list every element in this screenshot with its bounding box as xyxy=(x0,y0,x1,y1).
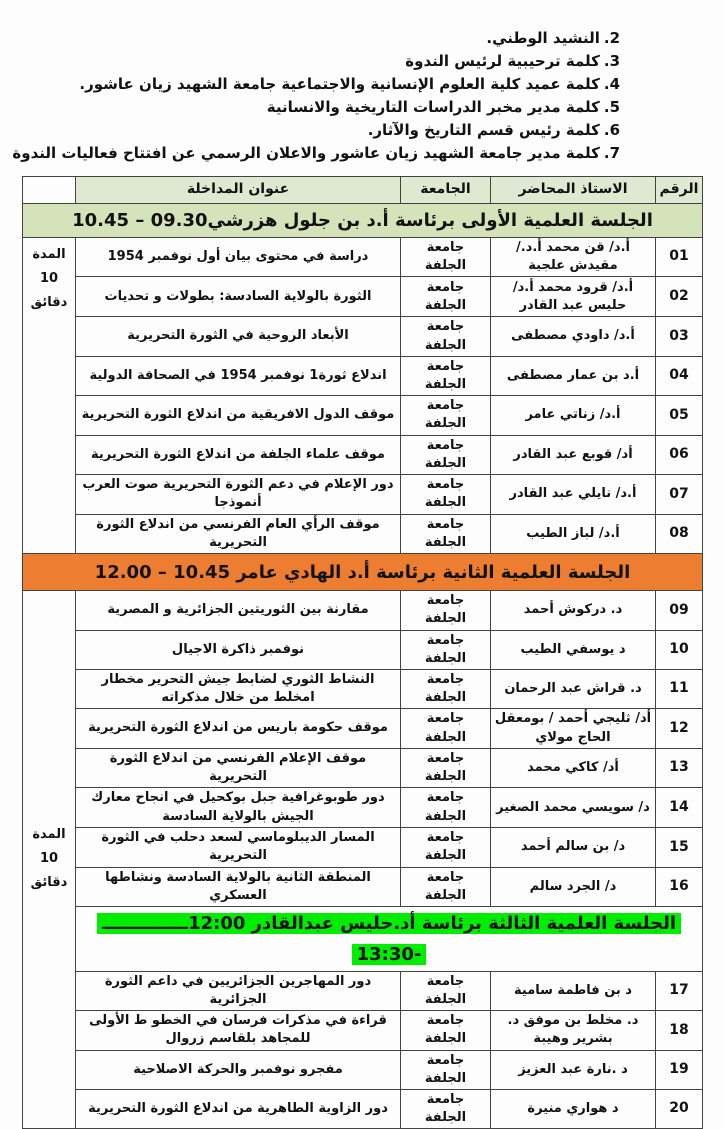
paper-title: النشاط الثوري لضابط جيش التحرير مخطار امخلط من خلال مذكراته xyxy=(76,670,401,709)
university: جامعة الجلفة xyxy=(401,514,491,553)
row-number: 06 xyxy=(656,435,703,474)
table-row xyxy=(23,828,703,867)
paper-title: نوفمبر ذاكرة الاجيال xyxy=(76,630,401,669)
col-header-number: الرقم xyxy=(656,177,703,204)
col-header-university: الجامعة xyxy=(401,177,491,204)
speaker-name: د. مخلط بن موفق د. بشرير وهيبة xyxy=(491,1011,656,1050)
row-number: 16 xyxy=(656,867,703,906)
paper-title: دور المهاجرين الجزائريين في داعم الثورة الجزائرية xyxy=(76,971,401,1010)
speaker-name: د هواري منيرة xyxy=(491,1090,656,1129)
speaker-name: د. دركوش أحمد xyxy=(491,591,656,630)
university: جامعة الجلفة xyxy=(401,867,491,906)
paper-title: موقف حكومة باريس من اندلاع الثورة التحريرية xyxy=(76,709,401,748)
paper-title: المسار الديبلوماسي لسعد دحلب في الثورة التحريرية xyxy=(76,828,401,867)
paper-title: اندلاع ثورة1 نوفمبر 1954 في الصحافة الدولية xyxy=(76,356,401,395)
row-number: 10 xyxy=(656,630,703,669)
row-number: 13 xyxy=(656,748,703,787)
agenda-item-number: 4. xyxy=(603,75,620,93)
row-number: 14 xyxy=(656,788,703,828)
speaker-name: أد/ ثليجي أحمد / بومعقل الحاج مولاي xyxy=(491,709,656,748)
university: جامعة الجلفة xyxy=(401,1090,491,1129)
university: جامعة الجلفة xyxy=(401,709,491,748)
university: جامعة الجلفة xyxy=(401,748,491,787)
table-row xyxy=(23,435,703,474)
row-number: 02 xyxy=(656,277,703,317)
agenda-item-number: 6. xyxy=(603,121,620,139)
speaker-name: أ.د/ قن محمد أ.د./مقيدش علجية xyxy=(491,238,656,277)
university: جامعة الجلفة xyxy=(401,670,491,709)
university: جامعة الجلفة xyxy=(401,317,491,356)
university: جامعة الجلفة xyxy=(401,971,491,1010)
session-2-header xyxy=(23,554,703,591)
university: جامعة الجلفة xyxy=(401,356,491,395)
agenda-item xyxy=(40,73,620,96)
agenda-item xyxy=(12,142,620,165)
speaker-name: أ.د/ زناتي عامر xyxy=(491,396,656,435)
speaker-name: د يوسفي الطيب xyxy=(491,630,656,669)
table-row xyxy=(23,748,703,787)
agenda-item-text: كلمة ترحيبية لرئيس الندوة xyxy=(405,52,600,70)
paper-title: مقارنة بين الثوريتين الجزائرية و المصرية xyxy=(76,591,401,630)
session-3-line2: -13:30 xyxy=(352,944,427,965)
paper-title: قراءة في مذكرات فرسان في الخطو ط الأولى للمجاهد بلقاسم زروال xyxy=(76,1011,401,1050)
speaker-name: أ.د/ داودي مصطفى xyxy=(491,317,656,356)
session-2-title: الجلسة العلمية الثانية برئاسة أ.د الهادي عامر 10.45 – 12.00 xyxy=(23,554,703,591)
agenda-item xyxy=(40,96,620,119)
session-1-title: الجلسة العلمية الأولى برئاسة أ.د بن جلول هزرشي09.30 – 10.45 xyxy=(23,204,703,238)
speaker-name: أ.د/ نايلي عبد القادر xyxy=(491,474,656,514)
speaker-name: أد/ قوبع عبد القادر xyxy=(491,435,656,474)
speaker-name: د/ سويسي محمد الصغير xyxy=(491,788,656,828)
paper-title: دور الزاوية الطاهرية من اندلاع الثورة التحريرية xyxy=(76,1090,401,1129)
row-number: 07 xyxy=(656,474,703,514)
row-number: 20 xyxy=(656,1090,703,1129)
speaker-name: أ.د/ لباز الطيب xyxy=(491,514,656,553)
agenda-item-number: 3. xyxy=(603,52,620,70)
paper-title: موقف علماء الجلفة من اندلاع الثورة التحريرية xyxy=(76,435,401,474)
paper-title: موقف الدول الافريقية من اندلاع الثورة التحريرية xyxy=(76,396,401,435)
paper-title: دور الإعلام في دعم الثورة التحريرية صوت العرب أنموذجا xyxy=(76,474,401,514)
table-row xyxy=(23,396,703,435)
agenda-item xyxy=(40,27,620,50)
speaker-name: د. قراش عبد الرحمان xyxy=(491,670,656,709)
university: جامعة الجلفة xyxy=(401,396,491,435)
agenda-item-text: النشيد الوطني. xyxy=(486,29,600,47)
agenda-item-text: كلمة مدير جامعة الشهيد زيان عاشور والاعلان الرسمي عن افتتاح فعاليات الندوة xyxy=(12,144,600,162)
table-header-row xyxy=(23,177,703,204)
row-number: 12 xyxy=(656,709,703,748)
university: جامعة الجلفة xyxy=(401,591,491,630)
session-3-header xyxy=(23,906,703,971)
session-3-line1: الجلسة العلمية الثالثة برئاسة أد.حليس عبدالقادر 12:00ــــــــــــــ xyxy=(97,913,681,934)
table-row xyxy=(23,1090,703,1129)
agenda-item xyxy=(40,119,620,142)
university: جامعة الجلفة xyxy=(401,828,491,867)
speaker-name: أ.د بن عمار مصطفى xyxy=(491,356,656,395)
paper-title: المنطقة الثانية بالولاية السادسة ونشاطها العسكري xyxy=(76,867,401,906)
agenda-item xyxy=(40,50,620,73)
speaker-name: د .نارة عبد العزيز xyxy=(491,1050,656,1089)
duration-cell-top: المدة 10 دقائق xyxy=(23,238,76,554)
table-row xyxy=(23,1050,703,1089)
university: جامعة الجلفة xyxy=(401,238,491,277)
university: جامعة الجلفة xyxy=(401,1011,491,1050)
university: جامعة الجلفة xyxy=(401,1050,491,1089)
university: جامعة الجلفة xyxy=(401,435,491,474)
table-row xyxy=(23,867,703,906)
row-number: 17 xyxy=(656,971,703,1010)
col-header-title: عنوان المداخلة xyxy=(76,177,401,204)
paper-title: دراسة في محتوى بيان أول نوفمبر 1954 xyxy=(76,238,401,277)
table-row xyxy=(23,238,703,277)
table-row xyxy=(23,670,703,709)
row-number: 19 xyxy=(656,1050,703,1089)
university: جامعة الجلفة xyxy=(401,630,491,669)
table-row xyxy=(23,317,703,356)
table-row xyxy=(23,709,703,748)
table-row xyxy=(23,788,703,828)
row-number: 09 xyxy=(656,591,703,630)
table-row xyxy=(23,514,703,553)
table-row xyxy=(23,630,703,669)
agenda-item-number: 2. xyxy=(603,29,620,47)
paper-title: موقف الرأي العام الفرنسي من اندلاع الثورة التحريرية xyxy=(76,514,401,553)
paper-title: الأبعاد الروحية في الثورة التحريرية xyxy=(76,317,401,356)
speaker-name: د/ بن سالم أحمد xyxy=(491,828,656,867)
paper-title: موقف الإعلام الفرنسي من اندلاع الثورة التحريرية xyxy=(76,748,401,787)
col-header-speaker: الاستاذ المحاضر xyxy=(491,177,656,204)
table-row xyxy=(23,971,703,1010)
university: جامعة الجلفة xyxy=(401,788,491,828)
speaker-name: د بن فاطمة سامية xyxy=(491,971,656,1010)
agenda-item-text: كلمة رئيس قسم التاريخ والآثار. xyxy=(367,121,600,139)
paper-title: الثورة بالولاية السادسة: بطولات و تحديات xyxy=(76,277,401,317)
agenda-item-text: كلمة مدير مخبر الدراسات التاريخية والانسانية xyxy=(266,98,600,116)
speaker-name: أ.د/ قرود محمد أ.د/ حليس عبد القادر xyxy=(491,277,656,317)
agenda-item-number: 7. xyxy=(603,144,620,162)
row-number: 03 xyxy=(656,317,703,356)
agenda-item-text: كلمة عميد كلية العلوم الإنسانية والاجتماعية جامعة الشهيد زيان عاشور. xyxy=(79,75,600,93)
speaker-name: د/ الجرد سالم xyxy=(491,867,656,906)
table-row xyxy=(23,474,703,514)
table-row xyxy=(23,1011,703,1050)
paper-title: دور طوبوغرافية جبل بوكحيل في انجاح معارك الجيش بالولاية السادسة xyxy=(76,788,401,828)
session-3-title xyxy=(76,906,703,971)
university: جامعة الجلفة xyxy=(401,474,491,514)
row-number: 01 xyxy=(656,238,703,277)
table-row xyxy=(23,356,703,395)
agenda-item-number: 5. xyxy=(603,98,620,116)
row-number: 08 xyxy=(656,514,703,553)
row-number: 15 xyxy=(656,828,703,867)
row-number: 05 xyxy=(656,396,703,435)
row-number: 04 xyxy=(656,356,703,395)
paper-title: مفجرو نوفمبر والحركة الاصلاحية xyxy=(76,1050,401,1089)
conference-program-table xyxy=(22,176,703,1129)
session-1-header xyxy=(23,204,703,238)
table-row xyxy=(23,591,703,630)
table-row xyxy=(23,277,703,317)
opening-agenda-list xyxy=(0,0,724,165)
row-number: 18 xyxy=(656,1011,703,1050)
university: جامعة الجلفة xyxy=(401,277,491,317)
speaker-name: أد/ كاكي محمد xyxy=(491,748,656,787)
row-number: 11 xyxy=(656,670,703,709)
col-header-duration xyxy=(23,177,76,204)
duration-cell-bottom: المدة 10 دقائق xyxy=(23,591,76,1129)
